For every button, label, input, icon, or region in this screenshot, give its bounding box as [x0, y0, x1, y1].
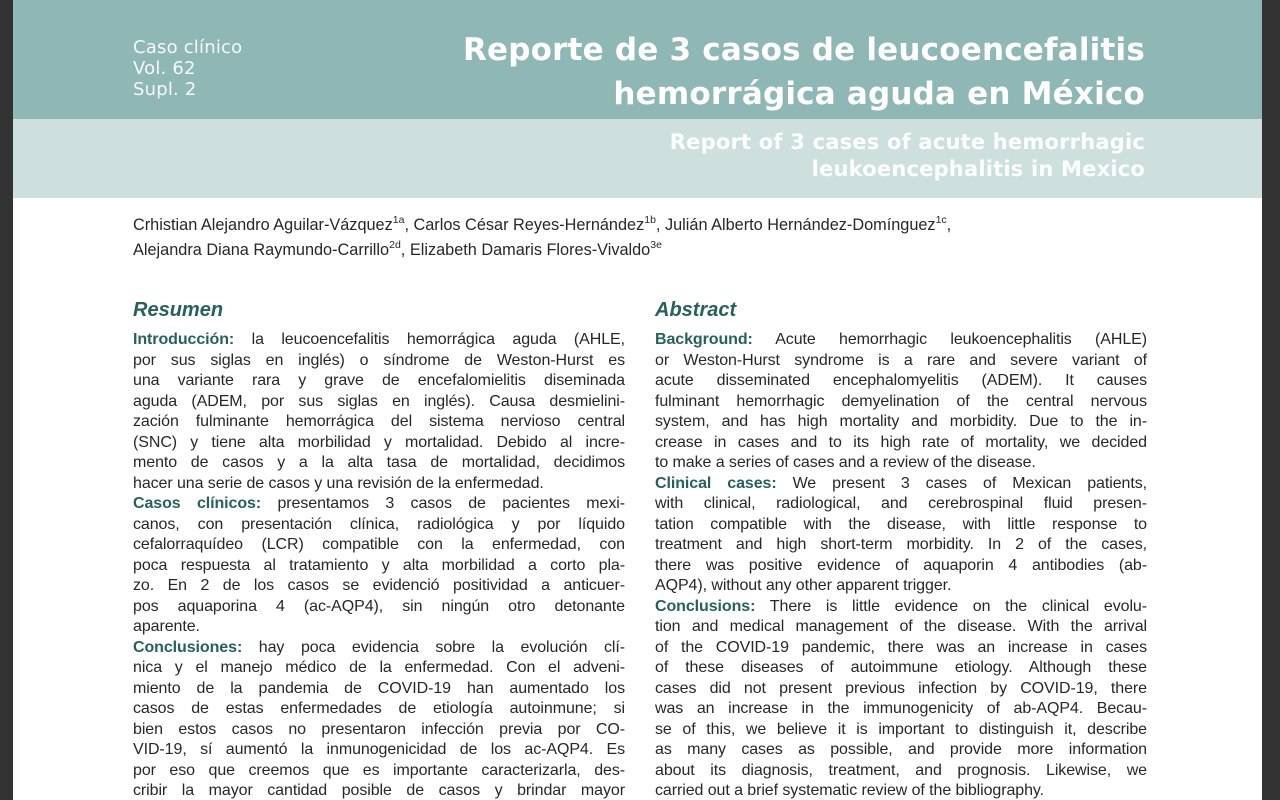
text-line: tation compatible with the disease, with little response to [655, 515, 1147, 533]
article-title-line: hemorrágica aguda en México [613, 76, 1145, 112]
article-subtitle-line: Report of 3 cases of acute hemorrhagic [669, 130, 1145, 154]
author-affiliation-sup: 1c [935, 213, 947, 226]
paragraph-lead: Introducción: [133, 331, 235, 348]
text-line: aguda (ADEM, por sus siglas en inglés). Causa desmielini- [133, 392, 625, 410]
text-line: cefalorraquídeo (LCR) compatible con la enfermedad, con [133, 536, 625, 553]
article-subtitle-line: leukoencephalitis in Mexico [811, 157, 1145, 181]
two-column-body [133, 300, 1147, 800]
article-title [463, 28, 1145, 116]
text-line: hacer una serie de casos y una revisión de la enfermedad. [133, 474, 544, 492]
authors-line: Crhistian Alejandro Aguilar-Vázquez$^{1a}$, Carlos César Reyes-Hernández$^{1b}$, Julián Alberto Hernández-Domínguez$^{1c}$, [133, 213, 952, 234]
body-paragraph [133, 638, 625, 800]
paragraph-lead: Conclusions: [655, 597, 756, 615]
text-line: por eso que creemos que es importante caracterizarla, des- [133, 761, 625, 779]
resumen-column [133, 300, 625, 800]
text-line: fulminant hemorrhagic demyelination of the central nervous [655, 392, 1147, 410]
text-line: there was positive evidence of aquaporin 4 antibodies (ab- [655, 556, 1147, 574]
body-paragraph [655, 597, 1147, 800]
text-line: acute disseminated encephalomyelitis (ADEM). It causes [655, 372, 1147, 389]
text-line: canos, con presentación clínica, radiológica y por líquido [133, 515, 625, 533]
supplement-label: Supl. 2 [133, 79, 197, 100]
text-line: poca respuesta al tratamiento y alta morbilidad a corto pla- [133, 556, 625, 574]
text-line: Introducción: la leucoencefalitis hemorrágica aguda (AHLE, [133, 331, 625, 348]
paragraph-lead: Clinical cases: [655, 474, 777, 492]
text-line: nica y el manejo médico de la enfermedad. Con el adveni- [133, 659, 625, 676]
text-line: about its diagnosis, treatment, and prognosis. Likewise, we [655, 761, 1147, 779]
text-line: una variante rara y grave de encefalomielitis diseminada [133, 372, 625, 389]
text-line: cribir la mayor cantidad posible de casos y brindar mayor [133, 782, 625, 799]
paragraph-lead: Conclusiones: [133, 638, 243, 656]
text-line: Conclusions: There is little evidence on the clinical evolu- [655, 597, 1147, 615]
text-line: bien estos casos no presentaron infección previa por CO- [133, 720, 625, 738]
text-line: Casos clínicos: presentamos 3 casos de pacientes mexi- [133, 495, 625, 512]
text-line: Background: Acute hemorrhagic leukoencephalitis (AHLE) [655, 331, 1147, 348]
text-line: miento de la pandemia de COVID-19 han aumentado los [133, 679, 625, 697]
text-line: of these diseases of autoimmune etiology. Although these [655, 659, 1147, 676]
author-affiliation-sup: 3e [650, 238, 662, 251]
text-line: Conclusiones: hay poca evidencia sobre la evolución clí- [133, 638, 625, 656]
author-affiliation-sup: 2d [389, 238, 401, 251]
abstract-paragraphs [655, 330, 1147, 800]
resumen-paragraphs [133, 330, 625, 800]
text-line: aparente. [133, 618, 200, 635]
article-type: Caso clínico [133, 37, 243, 58]
authors-block [133, 213, 1147, 263]
authors-line: Alejandra Diana Raymundo-Carrillo$^{2d}$, Elizabeth Damaris Flores-Vivaldo$^{3e}$ [133, 238, 662, 259]
text-line: por sus siglas en inglés) o síndrome de Weston-Hurst es [133, 351, 625, 369]
text-line: se of this, we believe it is important to distinguish it, describe [655, 720, 1147, 738]
text-line: (SNC) y tiene alta morbilidad y mortalidad. Debido al incre- [133, 433, 625, 451]
body-paragraph [133, 494, 625, 638]
text-line: to make a series of cases and a review of the disease. [655, 454, 1036, 471]
author-affiliation-sup: 1a [392, 213, 405, 226]
body-paragraph [133, 330, 625, 494]
text-line: mento de casos y a la alta tasa de mortalidad, decidimos [133, 454, 625, 471]
text-line: zación fulminante hemorrágica del sistema nervioso central [133, 413, 625, 430]
body-paragraph [655, 474, 1147, 597]
text-line: tion and medical management of the disease. With the arrival [655, 618, 1147, 635]
text-line: pos aquaporina 4 (ac-AQP4), sin ningún otro detonante [133, 597, 625, 615]
text-line: or Weston-Hurst syndrome is a rare and severe variant of [655, 351, 1147, 369]
text-line: Clinical cases: We present 3 cases of Mexican patients, [655, 474, 1147, 492]
text-line: AQP4), without any other apparent trigger. [655, 577, 952, 594]
text-line: was an increase in the immunogenicity of ab-AQP4. Becau- [655, 700, 1147, 717]
issue-info [133, 37, 242, 100]
text-line: zo. En 2 de los casos se evidenció positividad a anticuer- [133, 577, 625, 594]
text-line: crease in cases and to its high rate of mortality, we decided [655, 433, 1147, 451]
article-title-english [670, 129, 1145, 183]
text-line: of the COVID-19 pandemic, there was an increase in cases [655, 638, 1147, 656]
article-title-line: Reporte de 3 casos de leucoencefalitis [462, 32, 1145, 68]
text-line: treatment and high short-term morbidity. In 2 of the cases, [655, 536, 1147, 553]
text-line: as many cases as possible, and provide more information [655, 741, 1147, 758]
text-line: casos de estas enfermedades de etiología autoinmune; si [133, 700, 625, 717]
journal-page [13, 0, 1262, 800]
volume-label: Vol. 62 [133, 58, 196, 79]
text-line: with clinical, radiological, and cerebrospinal fluid presen- [655, 495, 1147, 512]
paragraph-lead: Background: [655, 331, 753, 348]
abstract-heading: Abstract [655, 299, 737, 321]
text-line: carried out a brief systematic review of the bibliography. [655, 782, 1045, 799]
text-line: system, and has high mortality and morbidity. Due to the in- [655, 413, 1147, 430]
paragraph-lead: Casos clínicos: [133, 495, 262, 512]
text-line: cases did not present previous infection by COVID-19, there [655, 679, 1147, 697]
text-line: VID-19, sí aumentó la inmunogenicidad de los ac-AQP4. Es [133, 741, 625, 758]
abstract-column [655, 300, 1147, 800]
author-affiliation-sup: 1b [644, 213, 656, 226]
resumen-heading: Resumen [133, 299, 224, 321]
body-paragraph [655, 330, 1147, 474]
